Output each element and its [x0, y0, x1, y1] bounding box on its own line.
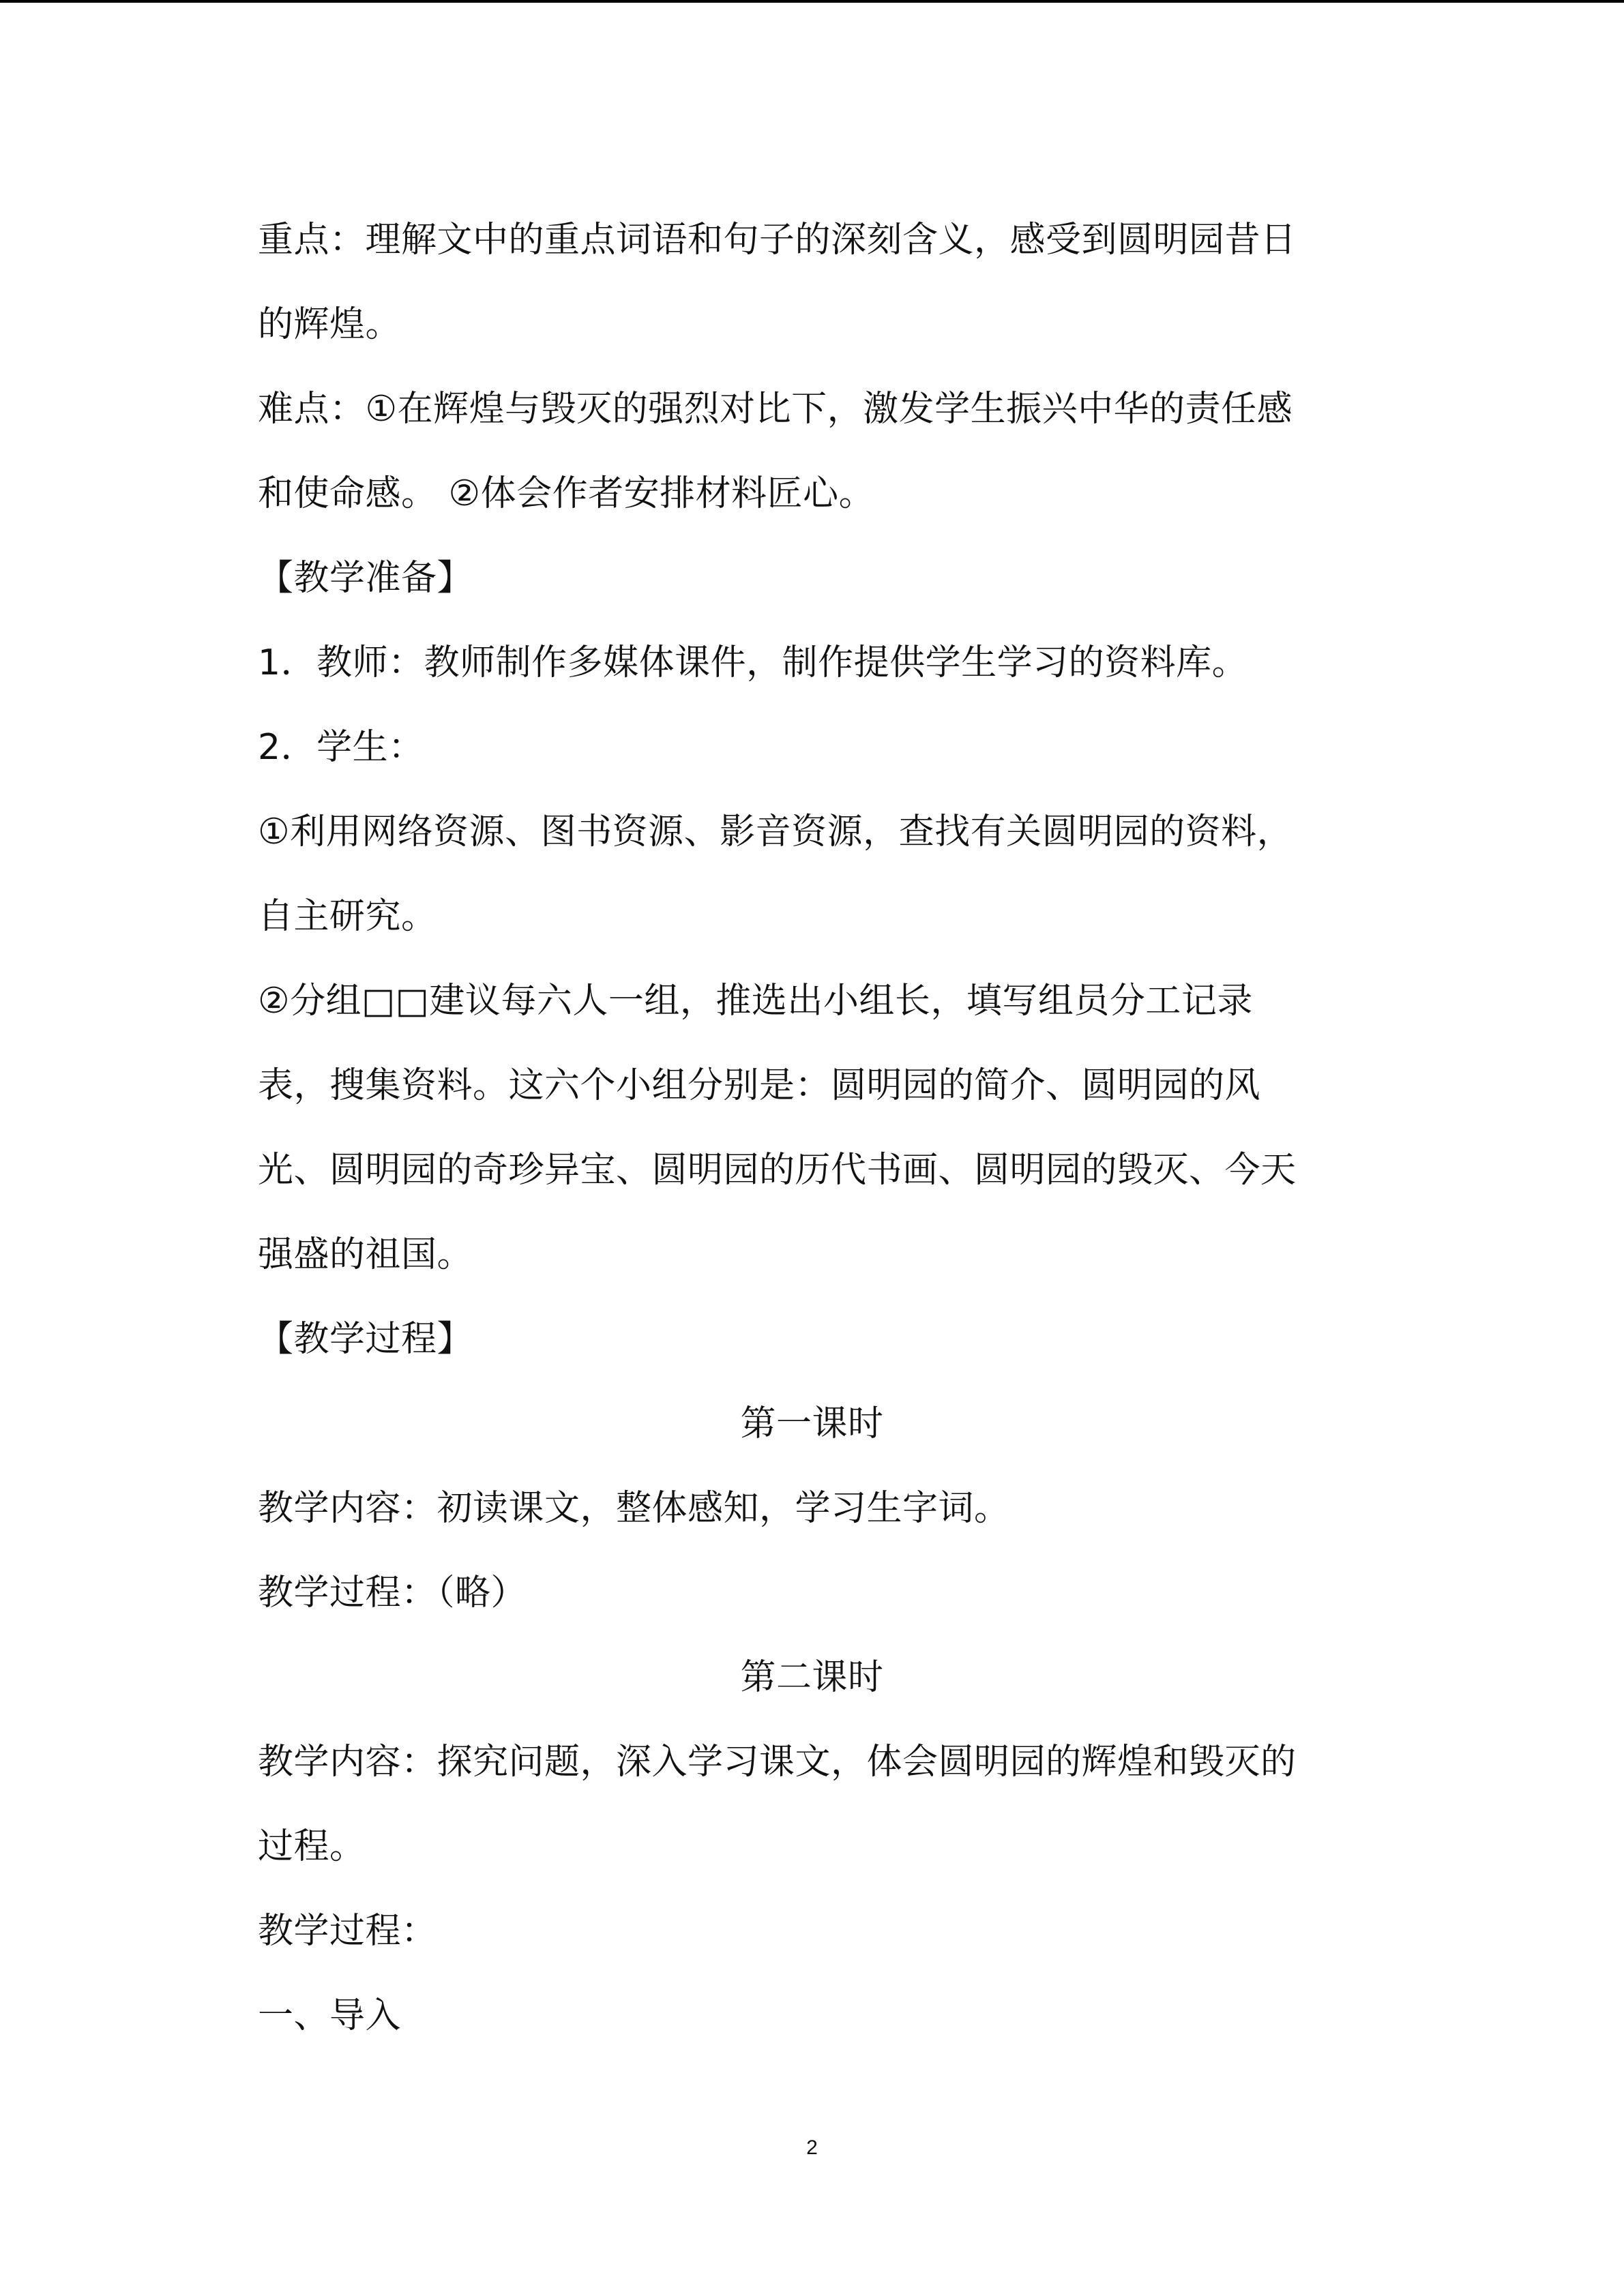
student-task-2-cont-1: 表，搜集资料。这六个小组分别是：圆明园的简介、圆明园的风 [258, 1065, 1261, 1106]
paragraph-difficulties: 难点：①在辉煌与毁灭的强烈对比下，激发学生振兴中华的责任感 [258, 389, 1293, 430]
section-heading-process: 【教学过程】 [258, 1319, 473, 1360]
second-lesson-content-cont: 过程。 [258, 1826, 366, 1867]
step-heading-intro: 一、导入 [258, 1995, 402, 2036]
paragraph-difficulties-cont: 和使命感。 ②体会作者安排材料匠心。 [258, 473, 875, 514]
paragraph-key-points-cont: 的辉煌。 [258, 304, 402, 345]
second-lesson-process: 教学过程： [258, 1911, 437, 1952]
student-task-1-cont: 自主研究。 [258, 896, 437, 937]
list-item-student: 2．学生： [258, 727, 424, 768]
first-lesson-process: 教学过程：（略） [258, 1572, 527, 1613]
section-heading-preparation: 【教学准备】 [258, 558, 473, 599]
paragraph-key-points: 重点：理解文中的重点词语和句子的深刻含义，感受到圆明园昔日 [258, 220, 1297, 260]
lesson-heading-first: 第一课时 [740, 1403, 884, 1444]
lesson-heading-second: 第二课时 [740, 1657, 884, 1698]
student-task-2: ②分组□□建议每六人一组，推选出小组长，填写组员分工记录 [258, 981, 1253, 1022]
student-task-2-cont-2: 光、圆明园的奇珍异宝、圆明园的历代书画、圆明园的毁灭、今天 [258, 1150, 1297, 1191]
page-number: 2 [806, 2136, 818, 2159]
student-task-2-cont-3: 强盛的祖国。 [258, 1234, 473, 1275]
list-item-teacher: 1．教师：教师制作多媒体课件，制作提供学生学习的资料库。 [258, 642, 1248, 683]
first-lesson-content: 教学内容：初读课文，整体感知，学习生字词。 [258, 1488, 1010, 1529]
second-lesson-content: 教学内容：探究问题，深入学习课文，体会圆明园的辉煌和毁灭的 [258, 1742, 1297, 1783]
student-task-1: ①利用网络资源、图书资源、影音资源，查找有关圆明园的资料， [258, 811, 1293, 852]
